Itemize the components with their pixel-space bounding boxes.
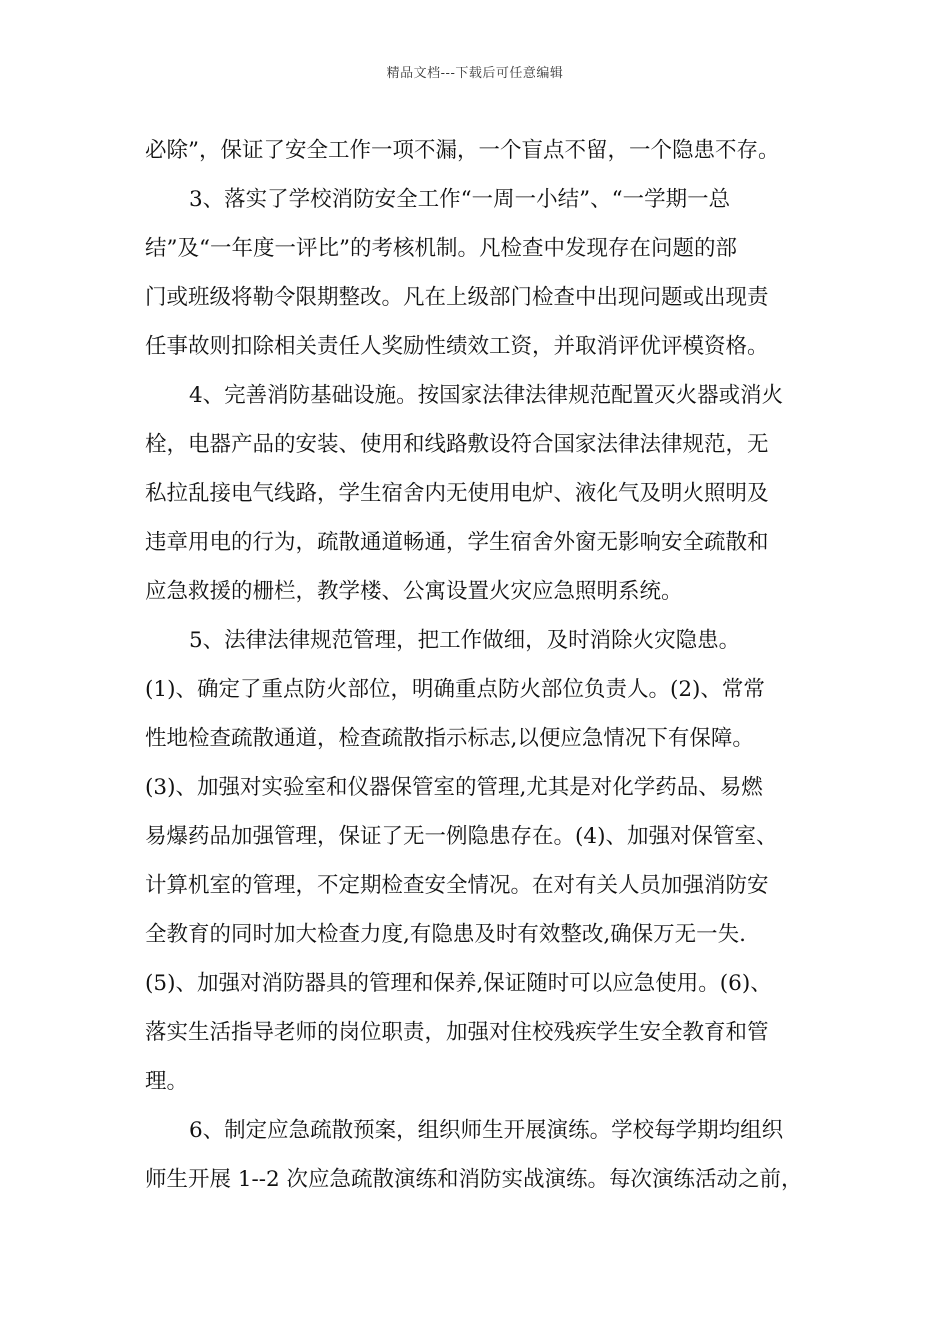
text-line: 全教育的同时加大检查力度,有隐患及时有效整改,确保万无一失. <box>145 922 747 947</box>
text-line: 任事故则扣除相关责任人奖励性绩效工资，并取消评优评模资格。 <box>145 334 769 359</box>
text-line: 理。 <box>145 1069 189 1094</box>
text-line: 栓，电器产品的安装、使用和线路敷设符合国家法律法律规范，无 <box>145 432 769 457</box>
text-line: 计算机室的管理，不定期检查安全情况。在对有关人员加强消防安 <box>145 873 769 898</box>
text-line: 违章用电的行为，疏散通道畅通，学生宿舍外窗无影响安全疏散和 <box>145 530 769 555</box>
text-line: 3、落实了学校消防安全工作“一周一小结”、“一学期一总 <box>189 187 731 212</box>
text-line: 落实生活指导老师的岗位职责，加强对住校残疾学生安全教育和管 <box>145 1020 769 1045</box>
page-header: 精品文档---下载后可任意编辑 <box>386 66 564 81</box>
text-line: 5、法律法律规范管理，把工作做细，及时消除火灾隐患。 <box>189 628 741 653</box>
text-line: 门或班级将勒令限期整改。凡在上级部门检查中出现问题或出现责 <box>145 285 769 310</box>
document-body <box>145 132 809 1210</box>
text-line: 易爆药品加强管理，保证了无一例隐患存在。(4)、加强对保管室、 <box>145 824 778 849</box>
text-line: 师生开展 1--2 次应急疏散演练和消防实战演练。每次演练活动之前， <box>145 1167 803 1192</box>
text-line: (3)、加强对实验室和仪器保管室的管理,尤其是对化学药品、易燃 <box>145 775 763 800</box>
text-line: 4、完善消防基础设施。按国家法律法律规范配置灭火器或消火 <box>189 383 784 408</box>
text-line: (1)、确定了重点防火部位，明确重点防火部位负责人。(2)、常常 <box>145 677 765 702</box>
text-line: (5)、加强对消防器具的管理和保养,保证随时可以应急使用。(6)、 <box>145 971 772 996</box>
text-line: 结”及“一年度一评比”的考核机制。凡检查中发现存在问题的部 <box>145 236 737 261</box>
text-line: 应急救援的栅栏，教学楼、公寓设置火灾应急照明系统。 <box>145 579 683 604</box>
text-line: 性地检查疏散通道，检查疏散指示标志,以便应急情况下有保障。 <box>145 726 754 751</box>
text-line: 私拉乱接电气线路，学生宿舍内无使用电炉、液化气及明火照明及 <box>145 481 769 506</box>
text-line: 6、制定应急疏散预案，组织师生开展演练。学校每学期均组织 <box>189 1118 784 1143</box>
text-line: 必除”，保证了安全工作一项不漏，一个盲点不留，一个隐患不存。 <box>145 138 780 163</box>
